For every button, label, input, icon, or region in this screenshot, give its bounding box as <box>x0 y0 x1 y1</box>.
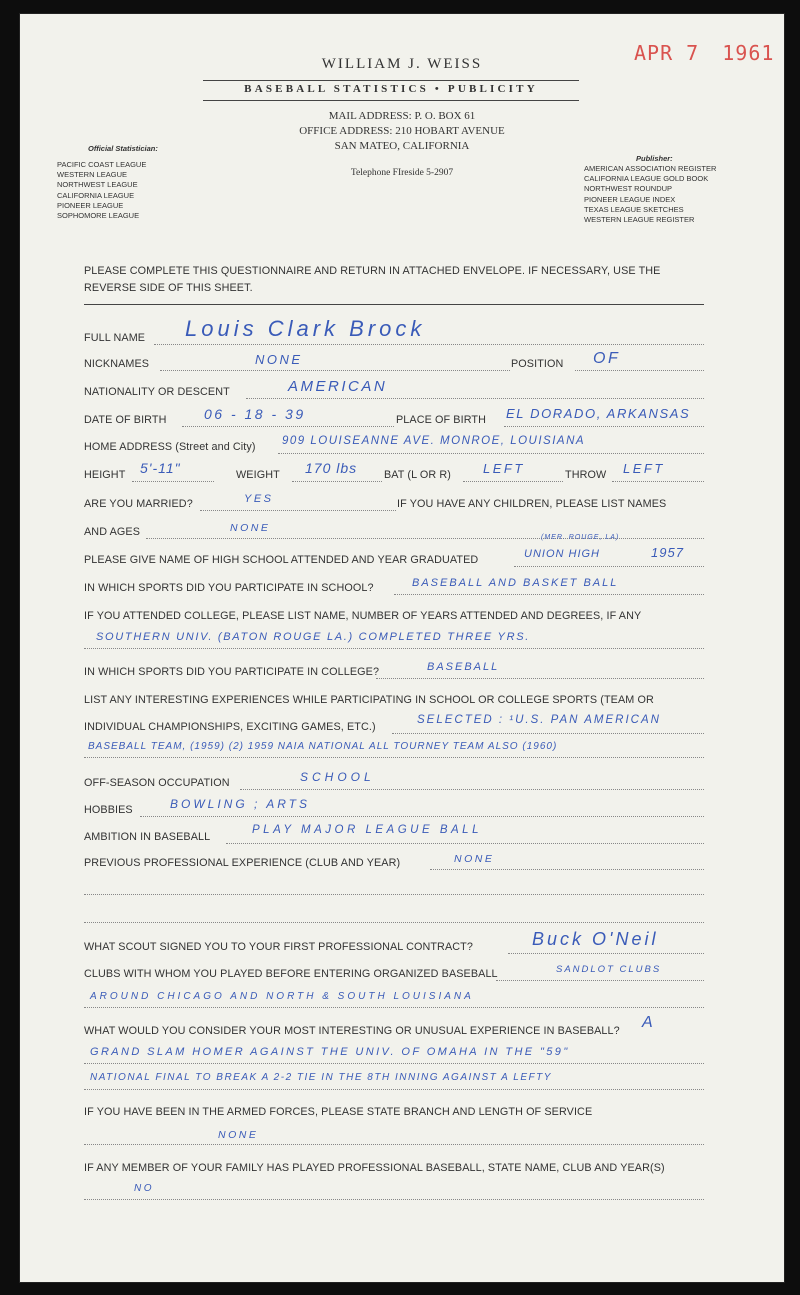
label-position: POSITION <box>511 358 564 370</box>
statistician-heading: Official Statistician: <box>88 144 158 153</box>
answer-clubs-1: SANDLOT CLUBS <box>556 964 662 975</box>
letterhead-name: WILLIAM J. WEISS <box>321 56 483 72</box>
label-married: ARE YOU MARRIED? <box>84 498 193 510</box>
label-clubs: CLUBS WITH WHOM YOU PLAYED BEFORE ENTERING ORGANIZED BASEBALL <box>84 968 498 980</box>
bat-line <box>463 481 563 482</box>
answer-position: OF <box>593 350 621 367</box>
answer-nicknames: NONE <box>255 352 303 367</box>
list-item: PIONEER LEAGUE INDEX <box>584 194 676 204</box>
family-line <box>84 1199 704 1200</box>
instructions-line-2: REVERSE SIDE OF THIS SHEET. <box>84 282 253 294</box>
answer-sports-college: BASEBALL <box>427 661 500 673</box>
letterhead-telephone: Telephone FIreside 5-2907 <box>350 168 454 178</box>
label-pob: PLACE OF BIRTH <box>396 414 486 426</box>
position-line <box>575 370 704 371</box>
publisher-list <box>584 164 716 225</box>
label-children: IF YOU HAVE ANY CHILDREN, PLEASE LIST NAMES <box>397 498 667 510</box>
label-home-address: HOME ADDRESS (Street and City) <box>84 441 256 453</box>
label-college: IF YOU ATTENDED COLLEGE, PLEASE LIST NAME, NUMBER OF YEARS ATTENDED AND DEGREES, IF ANY <box>84 610 642 622</box>
list-item: TEXAS LEAGUE SKETCHES <box>584 204 684 214</box>
answer-sports-school: BASEBALL AND BASKET BALL <box>412 577 619 589</box>
instructions-line-1: PLEASE COMPLETE THIS QUESTIONNAIRE AND RETURN IN ATTACHED ENVELOPE. IF NECESSARY, USE THE <box>84 265 661 277</box>
clubs-line-1 <box>496 980 704 981</box>
previous-extra-line-1 <box>84 894 704 895</box>
answer-previous: NONE <box>454 853 495 865</box>
answer-college: SOUTHERN UNIV. (BATON ROUGE LA.) COMPLETED THREE YRS. <box>96 631 531 643</box>
answer-high-school-note: (MER. ROUGE, LA) <box>541 534 620 541</box>
high-school-line <box>514 566 704 567</box>
stamp-year: 1961 <box>722 41 775 65</box>
label-previous: PREVIOUS PROFESSIONAL EXPERIENCE (CLUB AND YEAR) <box>84 857 401 869</box>
label-height: HEIGHT <box>84 469 126 481</box>
list-item: CALIFORNIA LEAGUE <box>57 190 135 200</box>
label-weight: WEIGHT <box>236 469 280 481</box>
label-bat: BAT (L OR R) <box>384 469 451 481</box>
list-item: WESTERN LEAGUE REGISTER <box>584 215 695 225</box>
label-sports-college: IN WHICH SPORTS DID YOU PARTICIPATE IN COLLEGE? <box>84 666 380 678</box>
label-hobbies: HOBBIES <box>84 804 133 816</box>
stamp-month-day: APR 7 <box>634 41 700 65</box>
label-unusual: WHAT WOULD YOU CONSIDER YOUR MOST INTERESTING OR UNUSUAL EXPERIENCE IN BASEBALL? <box>84 1025 620 1037</box>
answer-hobbies: BOWLING ; ARTS <box>170 797 311 811</box>
answer-clubs-2: AROUND CHICAGO AND NORTH & SOUTH LOUISIANA <box>90 991 474 1002</box>
answer-nationality: AMERICAN <box>288 378 388 395</box>
list-item: CALIFORNIA LEAGUE GOLD BOOK <box>584 174 709 184</box>
nationality-line <box>246 398 704 399</box>
weight-line <box>292 481 382 482</box>
letterhead-subtitle: BASEBALL STATISTICS • PUBLICITY <box>244 83 538 95</box>
nicknames-line <box>160 370 510 371</box>
college-line <box>84 648 704 649</box>
answer-ambition: PLAY MAJOR LEAGUE BALL <box>252 824 482 836</box>
pob-line <box>504 426 704 427</box>
letterhead-rule-bottom <box>203 100 579 101</box>
answer-experiences-1: SELECTED : ¹U.S. PAN AMERICAN <box>417 714 661 726</box>
armed-line <box>84 1144 704 1145</box>
label-armed: IF YOU HAVE BEEN IN THE ARMED FORCES, PLEASE STATE BRANCH AND LENGTH OF SERVICE <box>84 1106 593 1118</box>
previous-extra-line-2 <box>84 922 704 923</box>
experiences-line-2 <box>84 757 704 758</box>
label-offseason: OFF-SEASON OCCUPATION <box>84 777 230 789</box>
label-dob: DATE OF BIRTH <box>84 414 167 426</box>
label-ambition: AMBITION IN BASEBALL <box>84 831 211 843</box>
answer-dob: 06 - 18 - 39 <box>204 406 306 422</box>
list-item: SOPHOMORE LEAGUE <box>57 211 140 221</box>
home-address-line <box>278 453 704 454</box>
answer-married: YES <box>244 493 274 505</box>
list-item: PACIFIC COAST LEAGUE <box>57 160 147 169</box>
label-high-school: PLEASE GIVE NAME OF HIGH SCHOOL ATTENDED AND YEAR GRADUATED <box>84 554 479 566</box>
offseason-line <box>240 789 704 790</box>
label-throw: THROW <box>565 469 607 481</box>
ages-line <box>146 538 704 539</box>
answer-weight: 170 lbs <box>305 460 358 476</box>
hobbies-line <box>140 816 704 817</box>
answer-throw: LEFT <box>623 461 665 476</box>
experiences-line-1 <box>392 733 704 734</box>
throw-line <box>612 481 704 482</box>
married-line <box>200 510 396 511</box>
list-item: WESTERN LEAGUE <box>57 170 128 180</box>
full-name-line <box>154 344 704 345</box>
list-item: NORTHWEST LEAGUE <box>57 180 138 190</box>
sports-college-line <box>376 678 704 679</box>
answer-pob: EL DORADO, ARKANSAS <box>506 406 691 421</box>
height-line <box>132 481 214 482</box>
scout-line <box>508 953 704 954</box>
answer-unusual-3: NATIONAL FINAL TO BREAK A 2-2 TIE IN THE 8TH INNING AGAINST A LEFTY <box>90 1072 552 1083</box>
answer-unusual-1: A <box>642 1014 656 1031</box>
dob-line <box>182 426 394 427</box>
instructions-rule <box>84 304 704 305</box>
answer-offseason: SCHOOL <box>300 770 375 784</box>
sports-school-line <box>394 594 704 595</box>
label-experiences-1: LIST ANY INTERESTING EXPERIENCES WHILE PARTICIPATING IN SCHOOL OR COLLEGE SPORTS (TEAM OR <box>84 694 654 706</box>
questionnaire-sheet <box>20 14 784 1282</box>
letterhead-address <box>252 109 552 154</box>
statistician-list <box>57 160 146 221</box>
address-line: OFFICE ADDRESS: 210 HOBART AVENUE <box>299 125 505 137</box>
label-ages: AND AGES <box>84 526 141 538</box>
answer-ages: NONE <box>230 522 271 534</box>
ambition-line <box>226 843 704 844</box>
answer-high-school-year: 1957 <box>651 545 684 560</box>
answer-scout: Buck O'Neil <box>532 929 659 949</box>
clubs-line-2 <box>84 1007 704 1008</box>
answer-home-address: 909 LOUISEANNE AVE. MONROE, LOUISIANA <box>282 435 586 447</box>
answer-high-school: UNION HIGH <box>524 548 600 560</box>
list-item: PIONEER LEAGUE <box>57 200 124 210</box>
label-full-name: FULL NAME <box>84 332 146 344</box>
address-line: MAIL ADDRESS: P. O. BOX 61 <box>328 110 476 122</box>
label-nationality: NATIONALITY OR DESCENT <box>84 386 230 398</box>
answer-armed: NONE <box>218 1129 259 1141</box>
answer-experiences-2: BASEBALL TEAM, (1959) (2) 1959 NAIA NATIONAL ALL TOURNEY TEAM ALSO (1960) <box>88 741 558 752</box>
list-item: AMERICAN ASSOCIATION REGISTER <box>584 164 717 173</box>
answer-full-name: Louis Clark Brock <box>185 316 426 341</box>
previous-line <box>430 869 704 870</box>
answer-bat: LEFT <box>483 461 525 476</box>
list-item: NORTHWEST ROUNDUP <box>584 184 673 194</box>
label-scout: WHAT SCOUT SIGNED YOU TO YOUR FIRST PROFESSIONAL CONTRACT? <box>84 941 473 953</box>
answer-family: NO <box>134 1183 154 1194</box>
label-family: IF ANY MEMBER OF YOUR FAMILY HAS PLAYED PROFESSIONAL BASEBALL, STATE NAME, CLUB AND YEAR(S) <box>84 1162 665 1174</box>
unusual-line-1 <box>84 1063 704 1064</box>
label-nicknames: NICKNAMES <box>84 358 150 370</box>
publisher-heading: Publisher: <box>636 154 673 163</box>
label-sports-school: IN WHICH SPORTS DID YOU PARTICIPATE IN SCHOOL? <box>84 582 374 594</box>
answer-height: 5'-11" <box>140 460 181 476</box>
letterhead-rule-top <box>203 80 579 81</box>
address-line: SAN MATEO, CALIFORNIA <box>334 140 470 152</box>
answer-unusual-2: GRAND SLAM HOMER AGAINST THE UNIV. OF OMAHA IN THE "59" <box>90 1046 570 1058</box>
unusual-line-2 <box>84 1089 704 1090</box>
label-experiences-2: INDIVIDUAL CHAMPIONSHIPS, EXCITING GAMES, ETC.) <box>84 721 376 733</box>
